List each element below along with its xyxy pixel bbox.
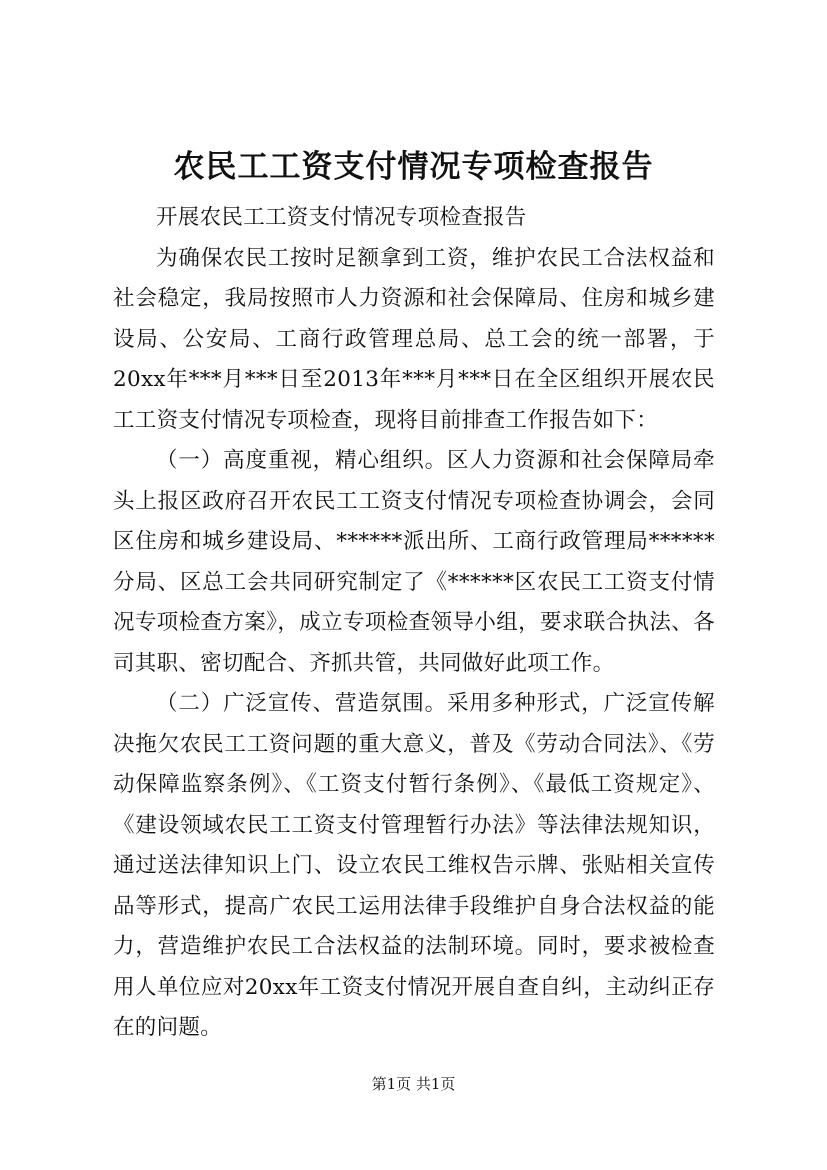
subtitle-paragraph: 开展农民工工资支付情况专项检查报告 bbox=[156, 205, 527, 230]
page-number-footer: 第1页 共1页 bbox=[371, 1075, 456, 1093]
document-body bbox=[113, 198, 715, 1049]
document-title: 农民工工资支付情况专项检查报告 bbox=[173, 149, 654, 185]
intro-paragraph: 为确保农民工按时足额拿到工资，维护农民工合法权益和社会稳定，我局按照市人力资源和社会保障局、住房和城乡建设局、公安局、工商行政管理总局、总工会的统一部署，于20xx年***月***日至2013年***月***日在全区组织开展农民工工资支付情况专项检查，现将目前排查工作报告如下： bbox=[113, 245, 715, 433]
section-two-paragraph: （二）广泛宣传、营造氛围。采用多种形式，广泛宣传解决拖欠农民工工资问题的重大意义，普及《劳动合同法》、《劳动保障监察条例》、《工资支付暂行条例》、《最低工资规定》、《建设领域农民工工资支付管理暂行办法》等法律法规知识，通过送法律知识上门、设立农民工维权告示牌、张贴相关宣传品等形式，提高广农民工运用法律手段维护自身合法权益的能力，营造维护农民工合法权益的法制环境。同时，要求被检查用人单位应对20xx年工资支付情况开展自查自纠，主动纠正存在的问题。 bbox=[113, 691, 715, 1040]
section-one-paragraph: （一）高度重视，精心组织。区人力资源和社会保障局牵头上报区政府召开农民工工资支付情况专项检查协调会，会同区住房和城乡建设局、******派出所、工商行政管理局******分局、区总工会共同研究制定了《******区农民工工资支付情况专项检查方案》，成立专项检查领导小组，要求联合执法、各司其职、密切配合、齐抓共管，共同做好此项工作。 bbox=[113, 448, 715, 676]
